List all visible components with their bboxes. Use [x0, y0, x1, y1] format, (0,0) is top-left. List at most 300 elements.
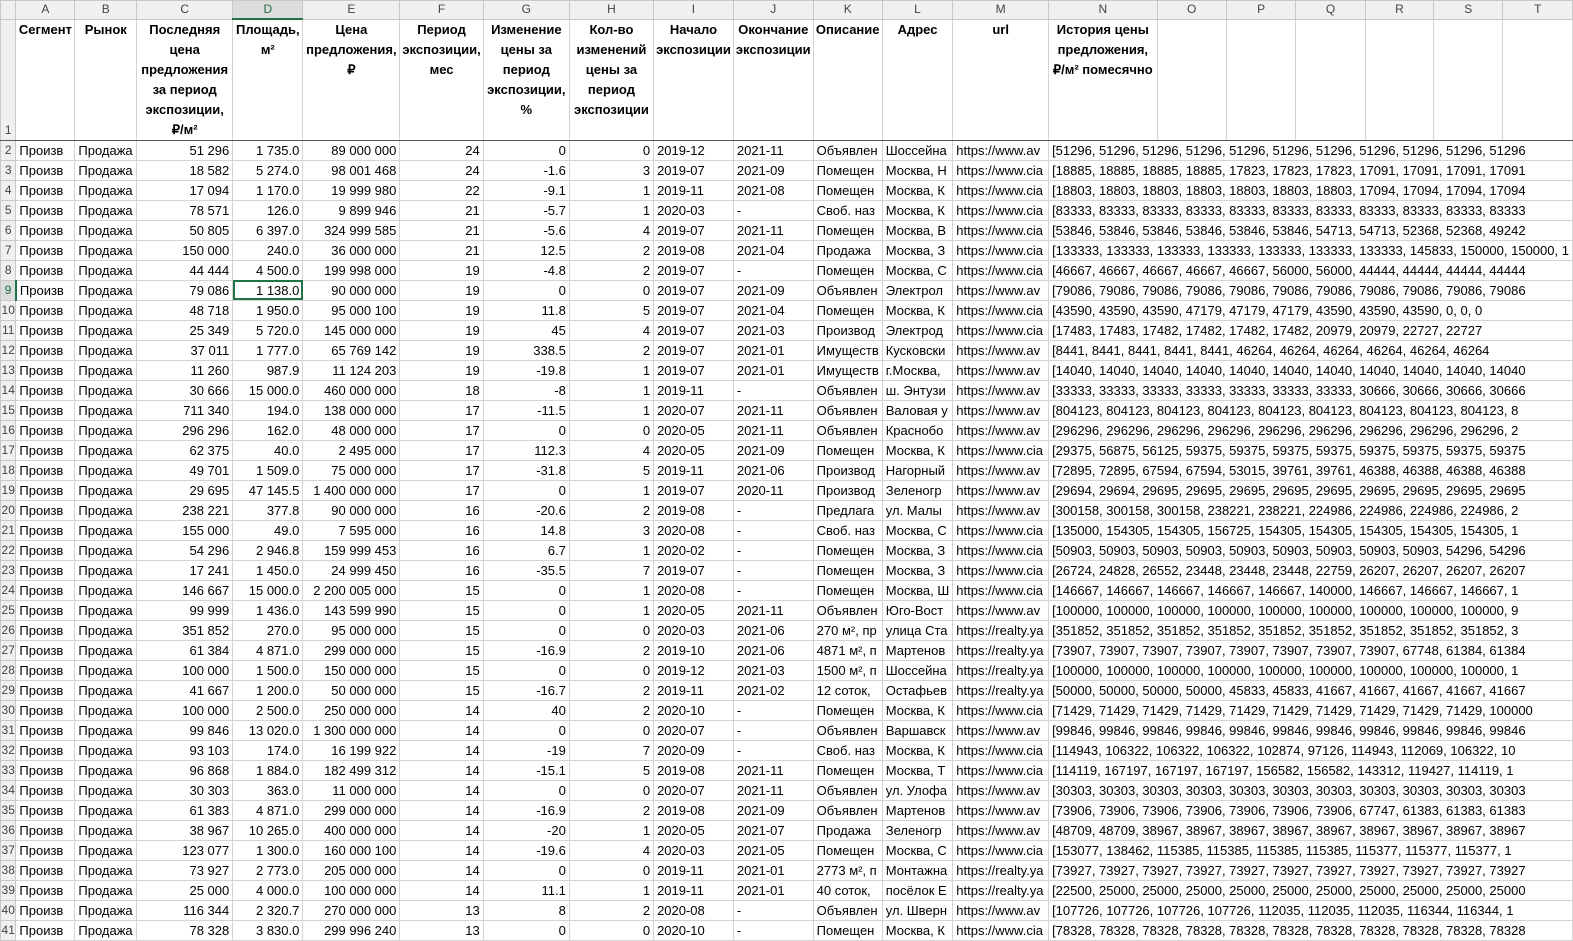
cell[interactable]: 987.9: [233, 360, 303, 380]
cell[interactable]: -9.1: [483, 180, 569, 200]
cell[interactable]: 19: [400, 300, 483, 320]
cell[interactable]: https://www.cia: [953, 320, 1049, 340]
cell[interactable]: 1: [569, 200, 653, 220]
header-cell[interactable]: Цена предложения, ₽: [303, 19, 400, 140]
cell[interactable]: Произв: [16, 760, 75, 780]
cell[interactable]: Продажа: [75, 440, 137, 460]
cell[interactable]: 24 999 450: [303, 560, 400, 580]
column-header-l[interactable]: L: [882, 1, 953, 20]
cell[interactable]: https://realty.ya: [953, 680, 1049, 700]
cell[interactable]: 2020-11: [733, 480, 813, 500]
cell[interactable]: Объявлен: [813, 600, 882, 620]
cell[interactable]: 14: [400, 820, 483, 840]
cell[interactable]: 3: [569, 520, 653, 540]
cell[interactable]: Юго-Вост: [882, 600, 953, 620]
row-header[interactable]: 40: [1, 900, 16, 920]
cell[interactable]: Произв: [16, 620, 75, 640]
cell[interactable]: 90 000 000: [303, 280, 400, 300]
cell[interactable]: 73 927: [137, 860, 233, 880]
cell[interactable]: 2021-04: [733, 300, 813, 320]
cell[interactable]: https://www.cia: [953, 220, 1049, 240]
cell[interactable]: -20.6: [483, 500, 569, 520]
cell[interactable]: [14040, 14040, 14040, 14040, 14040, 14040, 14040, 14040, 14040, 14040, 14040: [1049, 360, 1573, 380]
cell[interactable]: 49 701: [137, 460, 233, 480]
cell[interactable]: Москва, К: [882, 700, 953, 720]
cell[interactable]: 0: [569, 280, 653, 300]
cell[interactable]: 2021-09: [733, 800, 813, 820]
cell[interactable]: 15: [400, 660, 483, 680]
cell[interactable]: Продажа: [75, 340, 137, 360]
cell[interactable]: -: [733, 740, 813, 760]
header-cell[interactable]: Рынок: [75, 19, 137, 140]
row-header[interactable]: 39: [1, 880, 16, 900]
cell[interactable]: [351852, 351852, 351852, 351852, 351852, 351852, 351852, 351852, 351852, 3: [1049, 620, 1573, 640]
cell[interactable]: 2019-07: [654, 260, 734, 280]
cell[interactable]: Помещен: [813, 260, 882, 280]
cell[interactable]: 93 103: [137, 740, 233, 760]
cell[interactable]: 13 020.0: [233, 720, 303, 740]
cell[interactable]: Помещен: [813, 920, 882, 940]
cell[interactable]: https://realty.ya: [953, 880, 1049, 900]
cell[interactable]: Произв: [16, 340, 75, 360]
cell[interactable]: 2021-06: [733, 460, 813, 480]
cell[interactable]: 0: [569, 140, 653, 160]
cell[interactable]: 2021-05: [733, 840, 813, 860]
select-all-corner[interactable]: [1, 1, 16, 20]
cell[interactable]: 351 852: [137, 620, 233, 640]
cell[interactable]: Произв: [16, 800, 75, 820]
cell[interactable]: Помещен: [813, 840, 882, 860]
cell[interactable]: 2019-12: [654, 660, 734, 680]
cell[interactable]: 182 499 312: [303, 760, 400, 780]
cell[interactable]: -1.6: [483, 160, 569, 180]
cell[interactable]: 2021-09: [733, 280, 813, 300]
cell[interactable]: 44 444: [137, 260, 233, 280]
cell[interactable]: 2019-08: [654, 500, 734, 520]
cell[interactable]: -: [733, 260, 813, 280]
cell[interactable]: -16.7: [483, 680, 569, 700]
column-header-o[interactable]: O: [1157, 1, 1226, 20]
row-header[interactable]: 11: [1, 320, 16, 340]
cell[interactable]: Электрол: [882, 280, 953, 300]
cell[interactable]: 174.0: [233, 740, 303, 760]
cell[interactable]: 54 296: [137, 540, 233, 560]
header-cell[interactable]: Последняя цена предложения за период экспозиции, ₽/м²: [137, 19, 233, 140]
cell[interactable]: 0: [483, 480, 569, 500]
cell[interactable]: [107726, 107726, 107726, 107726, 112035, 112035, 112035, 116344, 116344, 1: [1049, 900, 1573, 920]
cell[interactable]: Произв: [16, 360, 75, 380]
row-header[interactable]: 4: [1, 180, 16, 200]
cell[interactable]: Произв: [16, 560, 75, 580]
row-header[interactable]: 23: [1, 560, 16, 580]
row-header[interactable]: 15: [1, 400, 16, 420]
cell[interactable]: 18: [400, 380, 483, 400]
row-header[interactable]: 26: [1, 620, 16, 640]
cell[interactable]: посёлок Е: [882, 880, 953, 900]
cell[interactable]: 16: [400, 540, 483, 560]
cell[interactable]: 296 296: [137, 420, 233, 440]
header-cell[interactable]: История цены предложения, ₽/м² помесячно: [1049, 19, 1157, 140]
cell[interactable]: https://www.cia: [953, 560, 1049, 580]
cell[interactable]: 2021-11: [733, 140, 813, 160]
column-header-q[interactable]: Q: [1296, 1, 1365, 20]
cell[interactable]: 75 000 000: [303, 460, 400, 480]
cell[interactable]: -11.5: [483, 400, 569, 420]
cell[interactable]: 30 303: [137, 780, 233, 800]
cell[interactable]: 2020-08: [654, 580, 734, 600]
cell[interactable]: https://realty.ya: [953, 620, 1049, 640]
cell[interactable]: Продажа: [813, 240, 882, 260]
cell[interactable]: 16 199 922: [303, 740, 400, 760]
cell[interactable]: -: [733, 560, 813, 580]
cell[interactable]: 2020-03: [654, 840, 734, 860]
cell[interactable]: 19: [400, 340, 483, 360]
cell[interactable]: [50903, 50903, 50903, 50903, 50903, 50903, 50903, 50903, 50903, 54296, 54296: [1049, 540, 1573, 560]
cell[interactable]: [78328, 78328, 78328, 78328, 78328, 78328, 78328, 78328, 78328, 78328, 78328: [1049, 920, 1573, 940]
cell[interactable]: 2019-12: [654, 140, 734, 160]
cell[interactable]: Нагорный: [882, 460, 953, 480]
cell[interactable]: 2: [569, 500, 653, 520]
cell[interactable]: 89 000 000: [303, 140, 400, 160]
cell[interactable]: 1 300 000 000: [303, 720, 400, 740]
cell[interactable]: 14: [400, 880, 483, 900]
cell[interactable]: 1 436.0: [233, 600, 303, 620]
column-header-r[interactable]: R: [1365, 1, 1433, 20]
cell[interactable]: 460 000 000: [303, 380, 400, 400]
cell[interactable]: Произв: [16, 820, 75, 840]
cell[interactable]: [73927, 73927, 73927, 73927, 73927, 73927, 73927, 73927, 73927, 73927, 73927: [1049, 860, 1573, 880]
cell[interactable]: [83333, 83333, 83333, 83333, 83333, 83333, 83333, 83333, 83333, 83333, 83333: [1049, 200, 1573, 220]
cell[interactable]: 15 000.0: [233, 580, 303, 600]
cell[interactable]: 1: [569, 380, 653, 400]
cell[interactable]: Произв: [16, 860, 75, 880]
header-cell[interactable]: Описание: [813, 19, 882, 140]
cell[interactable]: Объявлен: [813, 380, 882, 400]
cell[interactable]: 1500 м², п: [813, 660, 882, 680]
cell[interactable]: 0: [569, 920, 653, 940]
column-header-h[interactable]: H: [569, 1, 653, 20]
cell[interactable]: 2 773.0: [233, 860, 303, 880]
row-header[interactable]: 31: [1, 720, 16, 740]
cell[interactable]: Помещен: [813, 560, 882, 580]
cell[interactable]: 2019-08: [654, 800, 734, 820]
row-header[interactable]: 19: [1, 480, 16, 500]
cell[interactable]: Произв: [16, 520, 75, 540]
cell[interactable]: 1 170.0: [233, 180, 303, 200]
cell[interactable]: Варшавск: [882, 720, 953, 740]
cell[interactable]: Производ: [813, 460, 882, 480]
cell[interactable]: Объявлен: [813, 400, 882, 420]
cell[interactable]: 126.0: [233, 200, 303, 220]
cell[interactable]: 2019-07: [654, 360, 734, 380]
cell[interactable]: [17483, 17483, 17482, 17482, 17482, 17482, 20979, 20979, 22727, 22727: [1049, 320, 1573, 340]
cell[interactable]: 2019-07: [654, 280, 734, 300]
row-header[interactable]: 41: [1, 920, 16, 940]
cell[interactable]: 8: [483, 900, 569, 920]
row-header[interactable]: 38: [1, 860, 16, 880]
cell[interactable]: 15: [400, 680, 483, 700]
cell[interactable]: 0: [569, 420, 653, 440]
cell[interactable]: -: [733, 580, 813, 600]
cell[interactable]: 21: [400, 240, 483, 260]
cell[interactable]: 1: [569, 400, 653, 420]
cell[interactable]: 18 582: [137, 160, 233, 180]
cell[interactable]: https://www.av: [953, 340, 1049, 360]
cell[interactable]: 17: [400, 440, 483, 460]
cell[interactable]: 100 000 000: [303, 880, 400, 900]
cell[interactable]: [73907, 73907, 73907, 73907, 73907, 73907, 73907, 73907, 67748, 61384, 61384: [1049, 640, 1573, 660]
row-header[interactable]: 17: [1, 440, 16, 460]
cell[interactable]: Зеленогр: [882, 820, 953, 840]
column-header-b[interactable]: B: [75, 1, 137, 20]
cell[interactable]: -: [733, 540, 813, 560]
cell[interactable]: Произв: [16, 900, 75, 920]
cell[interactable]: -: [733, 920, 813, 940]
cell[interactable]: Своб. наз: [813, 520, 882, 540]
cell[interactable]: Объявлен: [813, 800, 882, 820]
cell[interactable]: 2021-08: [733, 180, 813, 200]
cell[interactable]: 78 328: [137, 920, 233, 940]
cell[interactable]: 2019-11: [654, 880, 734, 900]
cell[interactable]: 2021-11: [733, 400, 813, 420]
row-header[interactable]: 20: [1, 500, 16, 520]
cell[interactable]: 299 000 000: [303, 640, 400, 660]
cell[interactable]: Произв: [16, 240, 75, 260]
cell[interactable]: Продажа: [75, 400, 137, 420]
cell[interactable]: 15: [400, 620, 483, 640]
cell[interactable]: Продажа: [75, 900, 137, 920]
cell[interactable]: -5.7: [483, 200, 569, 220]
cell[interactable]: 0: [483, 780, 569, 800]
cell[interactable]: [146667, 146667, 146667, 146667, 146667, 140000, 146667, 146667, 146667, 1: [1049, 580, 1573, 600]
cell[interactable]: 0: [569, 620, 653, 640]
cell[interactable]: 1: [569, 360, 653, 380]
cell[interactable]: 37 011: [137, 340, 233, 360]
cell[interactable]: 11 260: [137, 360, 233, 380]
cell[interactable]: -31.8: [483, 460, 569, 480]
cell[interactable]: 238 221: [137, 500, 233, 520]
cell[interactable]: 38 967: [137, 820, 233, 840]
cell[interactable]: Продажа: [813, 820, 882, 840]
cell[interactable]: -8: [483, 380, 569, 400]
cell[interactable]: https://www.av: [953, 360, 1049, 380]
row-header[interactable]: 35: [1, 800, 16, 820]
cell[interactable]: 22: [400, 180, 483, 200]
cell[interactable]: https://realty.ya: [953, 640, 1049, 660]
cell[interactable]: Москва, К: [882, 440, 953, 460]
row-header[interactable]: 6: [1, 220, 16, 240]
cell[interactable]: Произв: [16, 640, 75, 660]
cell[interactable]: 7: [569, 560, 653, 580]
cell[interactable]: 2020-08: [654, 900, 734, 920]
cell[interactable]: 3 830.0: [233, 920, 303, 940]
cell[interactable]: 400 000 000: [303, 820, 400, 840]
cell[interactable]: 50 000 000: [303, 680, 400, 700]
cell[interactable]: 21: [400, 220, 483, 240]
cell[interactable]: 90 000 000: [303, 500, 400, 520]
cell[interactable]: Своб. наз: [813, 740, 882, 760]
cell[interactable]: 21: [400, 200, 483, 220]
cell[interactable]: 6 397.0: [233, 220, 303, 240]
cell[interactable]: 14.8: [483, 520, 569, 540]
cell[interactable]: [43590, 43590, 43590, 47179, 47179, 47179, 43590, 43590, 43590, 0, 0, 0: [1049, 300, 1573, 320]
cell[interactable]: [99846, 99846, 99846, 99846, 99846, 99846, 99846, 99846, 99846, 99846, 99846: [1049, 720, 1573, 740]
cell[interactable]: 15: [400, 600, 483, 620]
cell[interactable]: 19 999 980: [303, 180, 400, 200]
cell[interactable]: 1: [569, 480, 653, 500]
cell[interactable]: 377.8: [233, 500, 303, 520]
cell[interactable]: https://www.cia: [953, 580, 1049, 600]
cell[interactable]: 159 999 453: [303, 540, 400, 560]
cell[interactable]: 48 000 000: [303, 420, 400, 440]
header-cell[interactable]: [1434, 19, 1503, 140]
cell[interactable]: -: [733, 500, 813, 520]
cell[interactable]: Остафьев: [882, 680, 953, 700]
cell[interactable]: 2020-10: [654, 920, 734, 940]
cell[interactable]: Продажа: [75, 860, 137, 880]
cell[interactable]: -: [733, 520, 813, 540]
cell[interactable]: 250 000 000: [303, 700, 400, 720]
cell[interactable]: [100000, 100000, 100000, 100000, 100000, 100000, 100000, 100000, 100000, 9: [1049, 600, 1573, 620]
cell[interactable]: Помещен: [813, 180, 882, 200]
cell[interactable]: Продажа: [75, 360, 137, 380]
cell[interactable]: 162.0: [233, 420, 303, 440]
cell[interactable]: 2021-04: [733, 240, 813, 260]
cell[interactable]: 100 000: [137, 660, 233, 680]
row-header[interactable]: 27: [1, 640, 16, 660]
cell[interactable]: https://www.av: [953, 280, 1049, 300]
cell[interactable]: 19: [400, 280, 483, 300]
cell[interactable]: 36 000 000: [303, 240, 400, 260]
cell[interactable]: Произв: [16, 180, 75, 200]
cell[interactable]: 62 375: [137, 440, 233, 460]
cell[interactable]: 5 720.0: [233, 320, 303, 340]
cell[interactable]: https://www.cia: [953, 180, 1049, 200]
cell[interactable]: Продажа: [75, 920, 137, 940]
row-header[interactable]: 9: [1, 280, 16, 300]
cell[interactable]: Продажа: [75, 280, 137, 300]
cell[interactable]: Продажа: [75, 560, 137, 580]
cell[interactable]: 240.0: [233, 240, 303, 260]
cell[interactable]: 2: [569, 260, 653, 280]
cell[interactable]: 2021-03: [733, 320, 813, 340]
cell[interactable]: 0: [569, 720, 653, 740]
cell[interactable]: 363.0: [233, 780, 303, 800]
cell[interactable]: 1: [569, 820, 653, 840]
cell[interactable]: 0: [483, 920, 569, 940]
cell[interactable]: 12 соток,: [813, 680, 882, 700]
cell[interactable]: Продажа: [75, 300, 137, 320]
cell[interactable]: Своб. наз: [813, 200, 882, 220]
cell[interactable]: Продажа: [75, 200, 137, 220]
cell[interactable]: 2: [569, 700, 653, 720]
cell[interactable]: 2019-08: [654, 760, 734, 780]
cell[interactable]: 0: [483, 720, 569, 740]
cell[interactable]: Произв: [16, 540, 75, 560]
cell[interactable]: Продажа: [75, 580, 137, 600]
cell[interactable]: [22500, 25000, 25000, 25000, 25000, 25000, 25000, 25000, 25000, 25000, 25000: [1049, 880, 1573, 900]
header-cell[interactable]: Изменение цены за период экспозиции, %: [483, 19, 569, 140]
cell[interactable]: Производ: [813, 320, 882, 340]
column-header-k[interactable]: K: [813, 1, 882, 20]
cell[interactable]: 2021-01: [733, 340, 813, 360]
row-header[interactable]: 7: [1, 240, 16, 260]
cell[interactable]: Продажа: [75, 700, 137, 720]
cell[interactable]: Произв: [16, 720, 75, 740]
header-cell[interactable]: Окончание экспозиции: [733, 19, 813, 140]
cell[interactable]: Помещен: [813, 760, 882, 780]
cell[interactable]: 299 000 000: [303, 800, 400, 820]
cell[interactable]: 0: [483, 660, 569, 680]
cell[interactable]: Продажа: [75, 520, 137, 540]
cell[interactable]: [296296, 296296, 296296, 296296, 296296, 296296, 296296, 296296, 296296, 2: [1049, 420, 1573, 440]
cell[interactable]: 65 769 142: [303, 340, 400, 360]
cell[interactable]: 2019-07: [654, 340, 734, 360]
cell[interactable]: 17 241: [137, 560, 233, 580]
cell[interactable]: [33333, 33333, 33333, 33333, 33333, 33333, 33333, 30666, 30666, 30666, 30666: [1049, 380, 1573, 400]
cell[interactable]: Произв: [16, 580, 75, 600]
cell[interactable]: [18803, 18803, 18803, 18803, 18803, 18803, 18803, 17094, 17094, 17094, 17094: [1049, 180, 1573, 200]
cell[interactable]: 45: [483, 320, 569, 340]
row-header[interactable]: 18: [1, 460, 16, 480]
cell[interactable]: 1: [569, 880, 653, 900]
cell[interactable]: 14: [400, 740, 483, 760]
cell[interactable]: 25 000: [137, 880, 233, 900]
cell[interactable]: 4: [569, 220, 653, 240]
cell[interactable]: Москва, З: [882, 560, 953, 580]
cell[interactable]: 2021-11: [733, 420, 813, 440]
cell[interactable]: Произв: [16, 260, 75, 280]
cell[interactable]: Имуществ: [813, 340, 882, 360]
cell[interactable]: Монтажна: [882, 860, 953, 880]
cell[interactable]: 6.7: [483, 540, 569, 560]
cell[interactable]: 96 868: [137, 760, 233, 780]
cell[interactable]: 14: [400, 800, 483, 820]
cell[interactable]: 61 384: [137, 640, 233, 660]
header-cell[interactable]: [1365, 19, 1433, 140]
column-header-i[interactable]: I: [654, 1, 734, 20]
cell[interactable]: 2019-11: [654, 460, 734, 480]
cell[interactable]: 1 509.0: [233, 460, 303, 480]
header-cell[interactable]: Начало экспозиции: [654, 19, 734, 140]
cell[interactable]: 145 000 000: [303, 320, 400, 340]
header-cell[interactable]: Период экспозиции, мес: [400, 19, 483, 140]
cell[interactable]: Произв: [16, 280, 75, 300]
cell[interactable]: -: [733, 720, 813, 740]
cell[interactable]: 14: [400, 700, 483, 720]
cell[interactable]: 50 805: [137, 220, 233, 240]
cell[interactable]: Произв: [16, 660, 75, 680]
cell[interactable]: -16.9: [483, 800, 569, 820]
header-cell[interactable]: url: [953, 19, 1049, 140]
column-header-t[interactable]: T: [1503, 1, 1573, 20]
cell[interactable]: 41 667: [137, 680, 233, 700]
cell[interactable]: 7 595 000: [303, 520, 400, 540]
cell[interactable]: https://www.cia: [953, 540, 1049, 560]
cell[interactable]: 13: [400, 900, 483, 920]
cell[interactable]: Продажа: [75, 540, 137, 560]
cell[interactable]: 95 000 000: [303, 620, 400, 640]
cell[interactable]: 2020-02: [654, 540, 734, 560]
header-cell[interactable]: [1503, 19, 1573, 140]
cell[interactable]: 2 946.8: [233, 540, 303, 560]
cell[interactable]: https://www.cia: [953, 160, 1049, 180]
cell[interactable]: 17: [400, 480, 483, 500]
row-header[interactable]: 32: [1, 740, 16, 760]
cell[interactable]: -16.9: [483, 640, 569, 660]
cell[interactable]: 1: [569, 600, 653, 620]
cell[interactable]: Продажа: [75, 160, 137, 180]
